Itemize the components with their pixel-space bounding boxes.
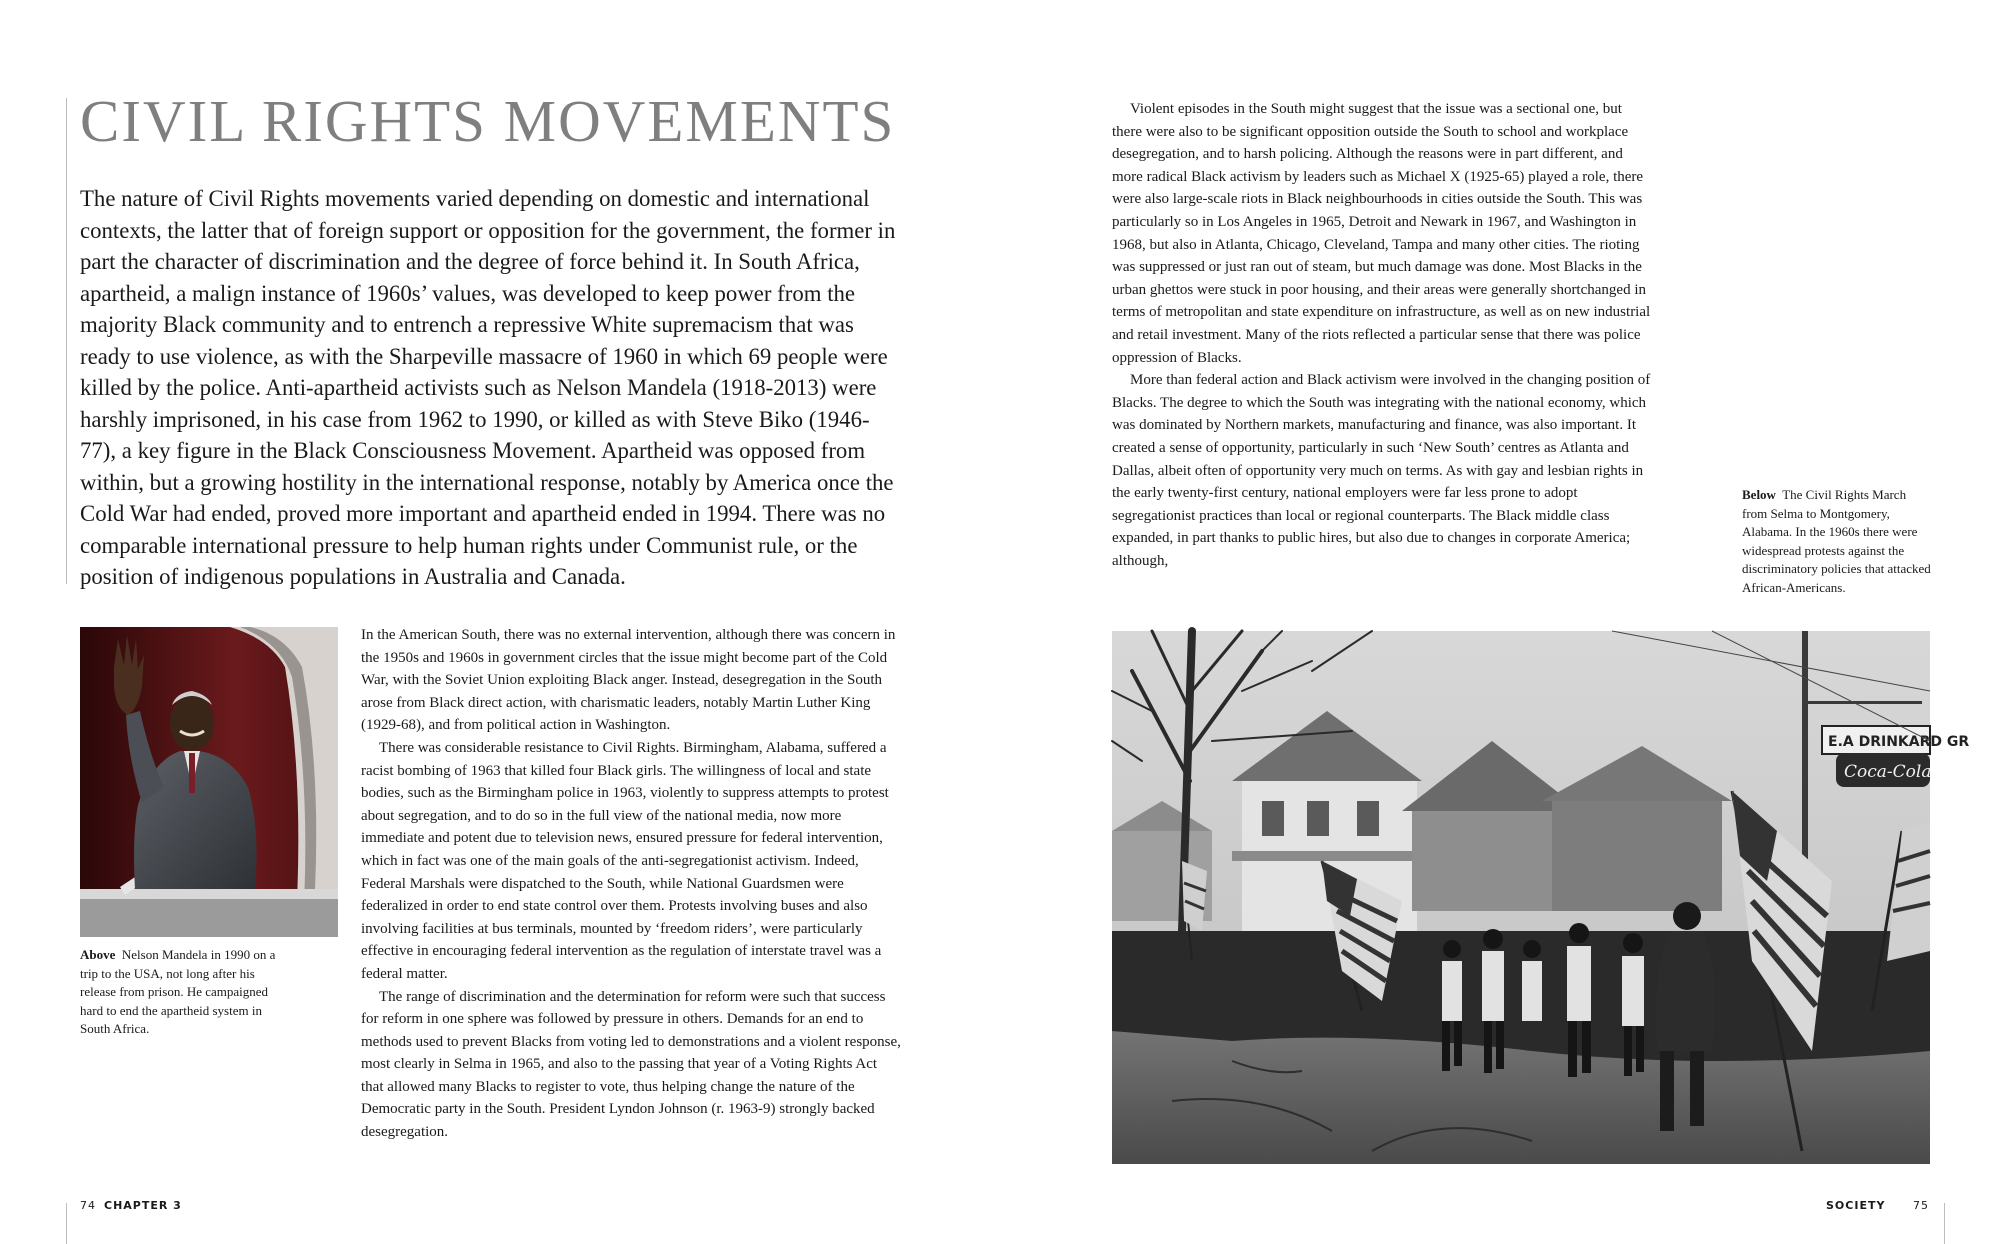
selma-march-illustration — [1112, 631, 1970, 1164]
page-number-right: 75 — [1913, 1199, 1929, 1212]
caption-label: Above — [80, 947, 116, 962]
coca-cola-sign-text: Coca-Cola — [1844, 762, 1932, 782]
caption-label: Below — [1742, 487, 1776, 502]
mandela-photo-illustration — [80, 627, 338, 937]
title-margin-rule — [66, 98, 67, 584]
page-number-left: 74 — [80, 1199, 96, 1212]
caption-text: The Civil Rights March from Selma to Montgomery, Alabama. In the 1960s there were widespread protests against the discriminatory policies that attacked African-Americans. — [1742, 487, 1931, 595]
footer-rule-right — [1944, 1203, 1945, 1244]
body-paragraph: There was considerable resistance to Civil Rights. Birmingham, Alabama, suffered a racist bombing of 1963 that killed four Black girls. The willingness of local and state bodies, such as the Birmingham police in 1963, violently to suppress attempts to protest about segregation, and to do so in the full view of the national media, now more immediate and potent due to television news, ensured pressure for federal intervention, which in fact was one of the main goals of the anti-segregationist activism. Indeed, Federal Marshals were dispatched to the South, while National Guardsmen were federalized in order to end state control over them. Protests involving buses and also involving facilities at bus terminals, mounted by ‘freedom riders’, were particularly effective in encouraging federal intervention as the regulation of interstate travel was a federal matter. — [361, 739, 889, 982]
body-paragraph: Violent episodes in the South might suggest that the issue was a sectional one, but there were also to be significant opposition outside the South to school and workplace desegregation, and to harsh policing. Although the reasons were in part different, and more radical Black activism by leaders such as Michael X (1925-65) played a role, there were also large-scale riots in Black neighbourhoods in cities outside the South. This was particularly so in Los Angeles in 1965, Detroit and Newark in 1967, and Washington in 1968, but also in Atlanta, Chicago, Cleveland, Tampa and many other cities. The rioting was suppressed or just ran out of steam, but much damage was done. Most Blacks in the urban ghettos were stuck in poor housing, and their areas were generally shortchanged in terms of metropolitan and state expenditure on infrastructure, as well as on new industrial and retail investment. Many of the riots reflected a particular sense that there was police oppression of Blacks. — [1112, 101, 1651, 366]
right-body-column — [1112, 98, 1652, 572]
caption-text: Nelson Mandela in 1990 on a trip to the USA, not long after his release from prison. He campaigned hard to end the apartheid system in South Africa. — [80, 947, 276, 1037]
body-paragraph: More than federal action and Black activism were involved in the changing position of Blacks. The degree to which the South was integrating with the national economy, which was dominated by Northern markets, manufacturing and finance, was also important. It created a sense of opportunity, particularly in such ‘New South’ centres as Atlanta and Dallas, albeit often of opportunity very much on terms. As with gay and lesbian rights in the early twenty-first century, national employers were far less prone to adopt segregationist practices than local or regional counterparts. The Black middle class expanded, in part thanks to public hires, but also due to changes in corporate America; although, — [1112, 372, 1651, 569]
mandela-photo — [80, 627, 338, 937]
mandela-caption — [80, 946, 280, 1039]
page-title: CIVIL RIGHTS MOVEMENTS — [80, 88, 896, 154]
left-body-column — [361, 624, 901, 1144]
selma-march-photo — [1112, 631, 1970, 1164]
footer-rule-left — [66, 1203, 67, 1244]
march-caption — [1742, 486, 1932, 598]
body-paragraph: In the American South, there was no external intervention, although there was concern in the 1950s and 1960s in government circles that the issue might become part of the Cold War, with the Soviet Union exploiting Black anger. Instead, desegregation in the South arose from Black direct action, with charismatic leaders, notably Martin Luther King (1929-68), and from political action in Washington. — [361, 627, 896, 734]
intro-paragraph: The nature of Civil Rights movements varied depending on domestic and international contexts, the latter that of foreign support or opposition for the government, the former in part the character of discrimination and the degree of force behind it. In South Africa, apartheid, a malign instance of 1960s’ values, was developed to keep power from the majority Black community and to entrench a repressive White supremacism that was ready to use violence, as with the Sharpeville massacre of 1960 in which 69 people were killed by the police. Anti-apartheid activists such as Nelson Mandela (1918-2013) were harshly imprisoned, in his case from 1962 to 1990, or killed as with Steve Biko (1946-77), a key figure in the Black Consciousness Movement. Apartheid was opposed from within, but a growing hostility in the international response, notably by America once the Cold War had ended, proved more important and apartheid ended in 1994. There was no comparable international pressure to help human rights under Communist rule, or the position of indigenous populations in Australia and Canada. — [80, 186, 896, 589]
body-paragraph: The range of discrimination and the determination for reform were such that success for reform in one sphere was followed by pressure in others. Demands for an end to methods used to prevent Blacks from voting led to demonstrations and a violent response, most clearly in Selma in 1965, and also to the passing that year of a Voting Rights Act that allowed many Blacks to register to vote, thus helping change the nature of the Democratic party in the South. President Lyndon Johnson (r. 1963-9) strongly backed desegregation. — [361, 988, 901, 1141]
chapter-label: CHAPTER 3 — [104, 1199, 182, 1212]
section-label: SOCIETY — [1826, 1199, 1886, 1212]
store-sign-text: E.A DRINKARD GR — [1828, 734, 1970, 750]
